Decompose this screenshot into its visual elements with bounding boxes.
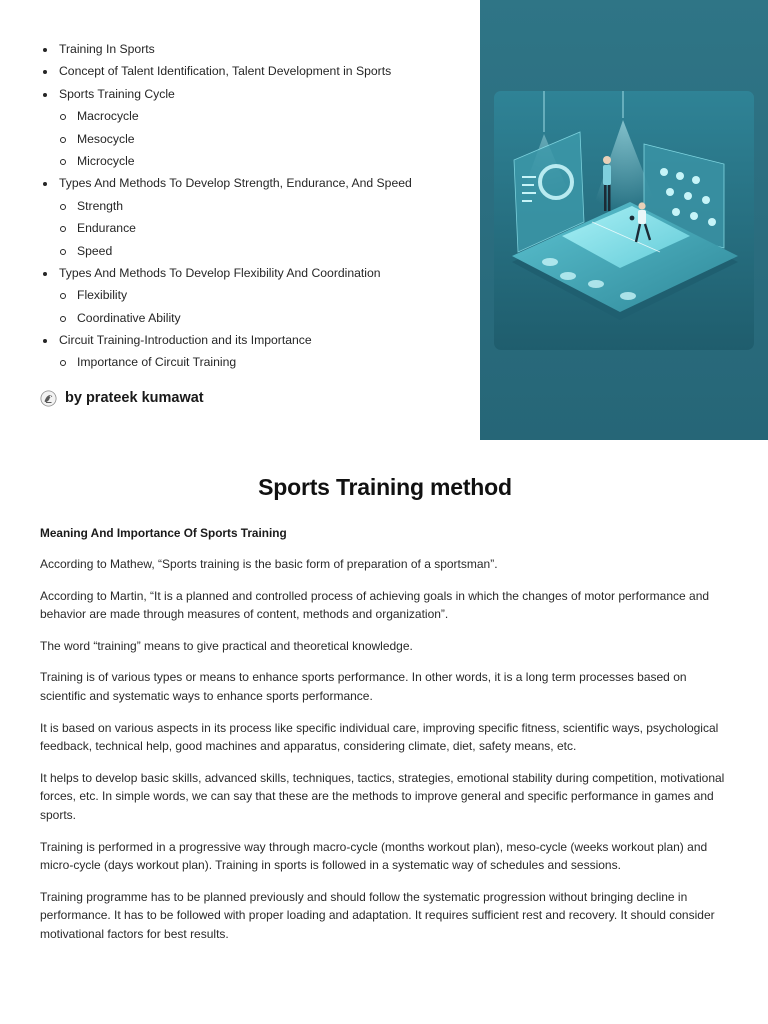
toc-item[interactable]: Training In Sports [40, 38, 470, 60]
article-paragraph: It is based on various aspects in its process like specific individual care, improving specific fitness, scientific ways, psychological feedback, technical help, good machines and apparatus, considering climate, diet, safety means, etc. [40, 720, 719, 754]
toc-subitem[interactable]: Strength [40, 195, 470, 217]
author-avatar-icon [40, 390, 57, 407]
article-paragraph: According to Martin, “It is a planned and controlled process of achieving goals in which the changes of motor performance and behavior are made through measures of content, methods and organization”. [40, 588, 710, 622]
toc-item[interactable]: Sports Training Cycle [40, 83, 470, 105]
toc-subitem[interactable]: Speed [40, 240, 470, 262]
article-paragraph: Training is performed in a progressive way through macro-cycle (months workout plan), meso-cycle (weeks workout plan) and micro-cycle (days workout plan). Training in sports is followed in a systematic way of schedules and sessions. [40, 839, 708, 873]
article [40, 472, 730, 944]
article-title: Sports Training method [258, 474, 512, 500]
toc-subitem[interactable]: Microcycle [40, 150, 470, 172]
toc-subitem[interactable]: Macrocycle [40, 105, 470, 127]
article-subheading: Meaning And Importance Of Sports Training [40, 526, 287, 540]
hero-image [480, 0, 768, 440]
article-body [40, 555, 730, 944]
article-paragraph: It helps to develop basic skills, advanced skills, techniques, tactics, strategies, emotional stability during competition, motivational forces, etc. In simple words, we can say that these are the methods to improve general and specific performance in games and sports. [40, 770, 725, 822]
toc-subitem[interactable]: Importance of Circuit Training [40, 351, 470, 373]
toc-item[interactable]: Types And Methods To Develop Strength, Endurance, And Speed [40, 172, 470, 194]
toc-item[interactable]: Circuit Training-Introduction and its Importance [40, 329, 470, 351]
table-of-contents [40, 38, 470, 374]
article-paragraph: Training is of various types or means to enhance sports performance. In other words, it is a long term processes based on scientific and systematic ways to enhance sports performance. [40, 670, 687, 703]
cover-section [0, 0, 768, 440]
toc-subitem[interactable]: Coordinative Ability [40, 307, 470, 329]
toc-subitem[interactable]: Flexibility [40, 284, 470, 306]
toc-subitem[interactable]: Mesocycle [40, 128, 470, 150]
author-name: by prateek kumawat [65, 390, 204, 406]
toc-item[interactable]: Types And Methods To Develop Flexibility And Coordination [40, 262, 470, 284]
article-paragraph: Training programme has to be planned previously and should follow the systematic progression without bringing decline in performance. It has to be followed with proper loading and adaptation. It requires sufficient rest and recovery. It should consider motivational factors for best results. [40, 889, 715, 941]
toc-subitem[interactable]: Endurance [40, 217, 470, 239]
toc-item[interactable]: Concept of Talent Identification, Talent Development in Sports [40, 60, 470, 82]
article-paragraph: The word “training” means to give practical and theoretical knowledge. [40, 638, 413, 653]
article-paragraph: According to Mathew, “Sports training is the basic form of preparation of a sportsman”. [40, 557, 498, 571]
isometric-sports-training-illustration-icon [480, 0, 768, 440]
author-byline [40, 386, 204, 410]
